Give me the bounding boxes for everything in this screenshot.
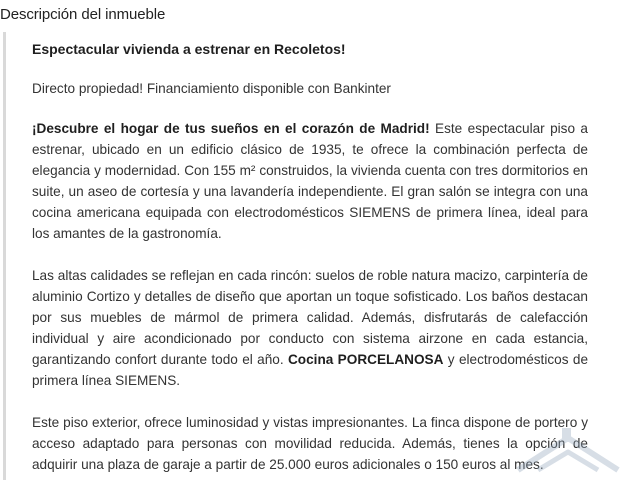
paragraph-1-lead: ¡Descubre el hogar de tus sueños en el corazón de Madrid!: [32, 121, 430, 136]
paragraph-2-highlight: Cocina PORCELANOSA: [287, 352, 444, 367]
description-paragraph-2: [32, 265, 588, 391]
description-paragraph-3: Este piso exterior, ofrece luminosidad y vistas impresionantes. La finca dispone de portero y acceso adaptado para personas con movilidad reducida. Además, tienes la opción de adquirir una plaza de garaje a partir de 25.000 euros adicionales o 150 euros al mes.: [32, 415, 588, 472]
listing-subtitle: Directo propiedad! Financiamiento disponible con Bankinter: [32, 81, 391, 96]
paragraph-2-tail: y electrodomésticos de primera línea SIEMENS.: [32, 352, 588, 388]
paragraph-1-text: Este espectacular piso a estrenar, ubicado en un edificio clásico de 1935, te ofrece la combinación perfecta de elegancia y modernidad. Con 155 m² construidos, la vivienda cuenta con tres dormitorios en suite, un aseo de cortesía y una lavandería independiente. El gran salón se integra con una cocina americana equipada con electrodomésticos SIEMENS de primera línea, ideal para los amantes de la gastronomía.: [32, 121, 588, 241]
listing-title: Espectacular vivienda a estrenar en Recoletos!: [32, 41, 346, 57]
section-title: Descripción del inmueble: [0, 6, 166, 23]
description-paragraph-1: [32, 118, 588, 244]
description-content: [32, 39, 588, 475]
paragraph-2-text: Las altas calidades se reflejan en cada rincón: suelos de roble natura macizo, carpintería de aluminio Cortizo y detalles de diseño que aportan un toque sofisticado. Los baños destacan por sus muebles de mármol de primera calidad. Además, disfrutarás de calefacción individual y aire acondicionado por conducto con sistema airzone en cada estancia, garantizando confort durante todo el año.: [32, 268, 588, 367]
house-logo-icon: [498, 420, 638, 480]
